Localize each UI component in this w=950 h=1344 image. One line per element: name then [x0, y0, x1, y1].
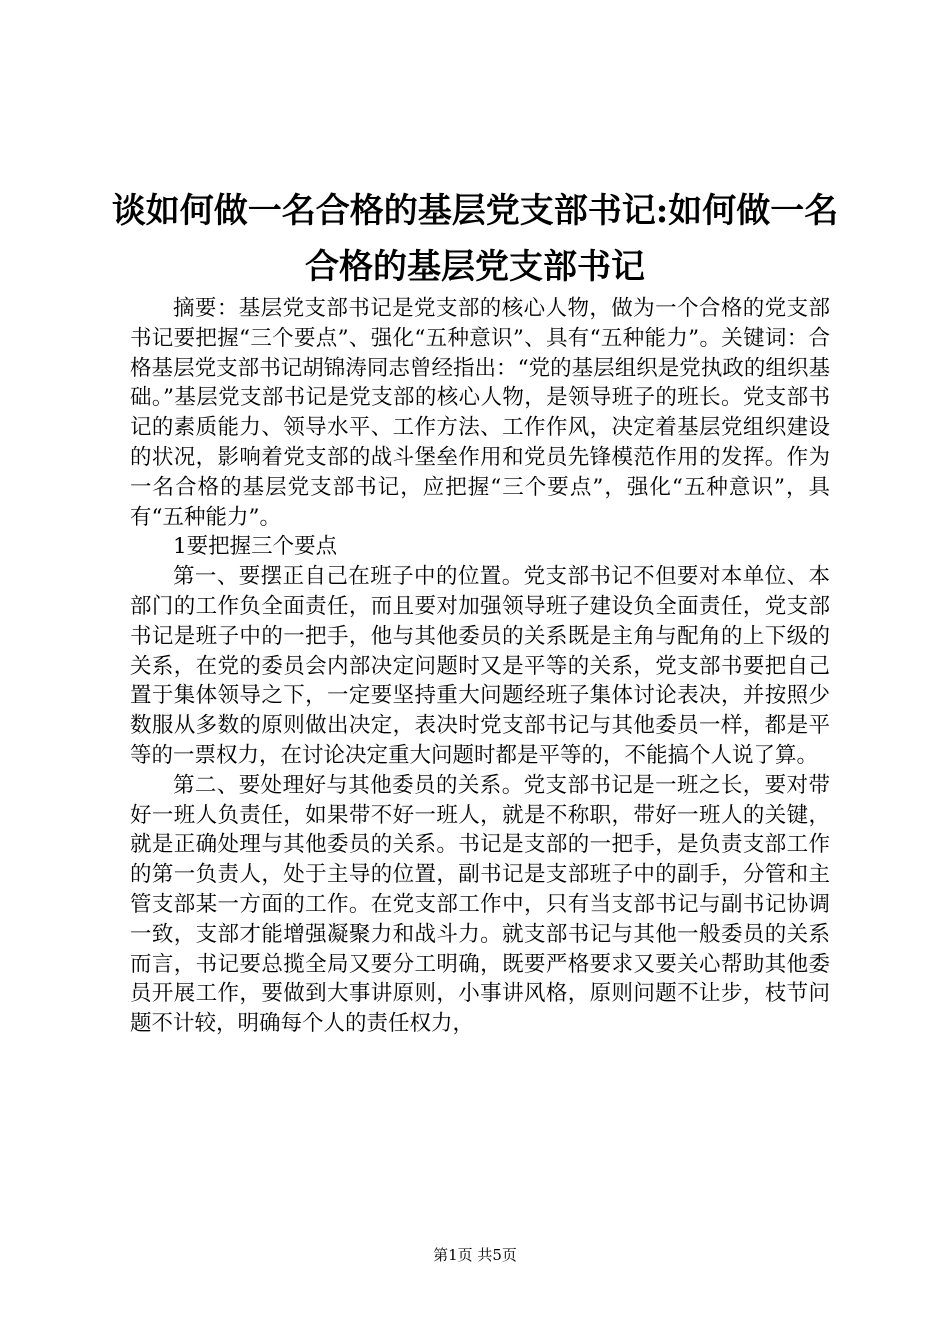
body-paragraph: 第一、要摆正自己在班子中的位置。党支部书记不但要对本单位、本部门的工作负全面责任，而且要对加强领导班子建设负全面责任，党支部书记是班子中的一把手，他与其他委员的关系既是主角与配角的上下级的关系，在党的委员会内部决定问题时又是平等的关系，党支部书要把自己置于集体领导之下，一定要坚持重大问题经班子集体讨论表决，并按照少数服从多数的原则做出决定，表决时党支部书记与其他委员一样，都是平等的一票权力，在讨论决定重大问题时都是平等的，不能搞个人说了算。 — [130, 564, 830, 768]
body-paragraph: 第二、要处理好与其他委员的关系。党支部书记是一班之长，要对带好一班人负责任，如果带不好一班人，就是不称职，带好一班人的关键，就是正确处理与其他委员的关系。书记是支部的一把手，是负责支部工作的第一负责人，处于主导的位置，副书记是支部班子中的副手，分管和主管支部某一方面的工作。在党支部工作中，只有当支部书记与副书记协调一致，支部才能增强凝聚力和战斗力。就支部书记与其他一般委员的关系而言，书记要总揽全局又要分工明确，既要严格要求又要关心帮助其他委员开展工作，要做到大事讲原则，小事讲风格，原则问题不让步，枝节问题不计较，明确每个人的责任权力， — [130, 772, 830, 1037]
document-body — [130, 294, 830, 1039]
page-footer: 第1页 共5页 — [433, 1246, 517, 1264]
document-title: 谈如何做一名合格的基层党支部书记:如何做一名合格的基层党支部书记 — [111, 191, 839, 287]
abstract-paragraph: 摘要：基层党支部书记是党支部的核心人物，做为一个合格的党支部书记要把握“三个要点”、强化“五种意识”、具有“五种能力”。关键词：合格基层党支部书记胡锦涛同志曾经指出：“党的基层组织是党执政的组织基础。”基层党支部书记是党支部的核心人物，是领导班子的班长。党支部书记的素质能力、领导水平、工作方法、工作作风，决定着基层党组织建设的状况，影响着党支部的战斗堡垒作用和党员先锋模范作用的发挥。作为一名合格的基层党支部书记，应把握“三个要点”，强化“五种意识”，具有“五种能力”。 — [130, 296, 830, 530]
section-heading: 1要把握三个要点 — [173, 534, 338, 560]
